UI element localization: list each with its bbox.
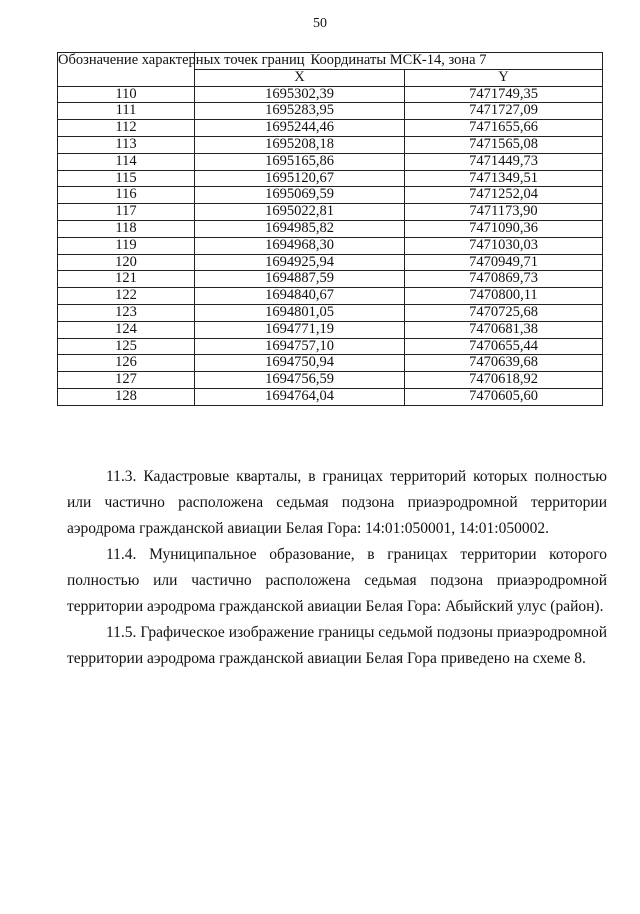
table-row xyxy=(58,271,603,288)
cell-x: 1694756,59 xyxy=(195,372,405,389)
cell-x: 1695120,67 xyxy=(195,170,405,187)
table-row xyxy=(58,187,603,204)
header-x: X xyxy=(195,69,405,86)
table-row xyxy=(58,204,603,221)
cell-y: 7470655,44 xyxy=(405,338,603,355)
cell-x: 1695022,81 xyxy=(195,204,405,221)
cell-point: 118 xyxy=(58,220,195,237)
cell-point: 128 xyxy=(58,388,195,405)
cell-point: 119 xyxy=(58,237,195,254)
cell-point: 122 xyxy=(58,288,195,305)
cell-y: 7471565,08 xyxy=(405,136,603,153)
cell-y: 7470949,71 xyxy=(405,254,603,271)
table-row xyxy=(58,388,603,405)
header-y: Y xyxy=(405,69,603,86)
cell-point: 115 xyxy=(58,170,195,187)
cell-x: 1694771,19 xyxy=(195,321,405,338)
cell-point: 125 xyxy=(58,338,195,355)
header-coordinates: Координаты МСК-14, зона 7 xyxy=(195,53,603,70)
cell-point: 124 xyxy=(58,321,195,338)
table-row xyxy=(58,153,603,170)
cell-point: 114 xyxy=(58,153,195,170)
cell-x: 1694750,94 xyxy=(195,355,405,372)
cell-x: 1694840,67 xyxy=(195,288,405,305)
table-row xyxy=(58,170,603,187)
table-row xyxy=(58,120,603,137)
paragraph-11-5: 11.5. Графическое изображение границы седьмой подзоны приаэродромной территории аэродрома гражданской авиации Белая Гора приведено на схеме 8. xyxy=(67,624,607,667)
page-number: 50 xyxy=(313,16,327,31)
table-row xyxy=(58,103,603,120)
cell-y: 7471252,04 xyxy=(405,187,603,204)
cell-x: 1694985,82 xyxy=(195,220,405,237)
cell-y: 7471449,73 xyxy=(405,153,603,170)
paragraph-11-3: 11.3. Кадастровые кварталы, в границах территорий которых полностью или частично расположена седьмая подзона приаэродромной территории аэродрома гражданской авиации Белая Гора: 14:01:050001, 14:01:050002. xyxy=(67,468,607,537)
paragraph-11-4: 11.4. Муниципальное образование, в границах территории которого полностью или частично расположена седьмая подзона приаэродромной территории аэродрома гражданской авиации Белая Гора: Абыйский улус (район). xyxy=(67,546,607,615)
coordinates-table-body xyxy=(58,86,603,405)
cell-x: 1695302,39 xyxy=(195,86,405,103)
cell-y: 7471655,66 xyxy=(405,120,603,137)
header-points: Обозначение характерных точек границ xyxy=(58,53,195,87)
cell-x: 1694757,10 xyxy=(195,338,405,355)
cell-x: 1695283,95 xyxy=(195,103,405,120)
cell-y: 7471030,03 xyxy=(405,237,603,254)
cell-point: 120 xyxy=(58,254,195,271)
cell-point: 111 xyxy=(58,103,195,120)
cell-y: 7470605,60 xyxy=(405,388,603,405)
cell-point: 112 xyxy=(58,120,195,137)
cell-point: 116 xyxy=(58,187,195,204)
cell-y: 7471727,09 xyxy=(405,103,603,120)
cell-y: 7470869,73 xyxy=(405,271,603,288)
cell-point: 121 xyxy=(58,271,195,288)
cell-x: 1695165,86 xyxy=(195,153,405,170)
cell-y: 7471349,51 xyxy=(405,170,603,187)
table-row xyxy=(58,338,603,355)
cell-x: 1694887,59 xyxy=(195,271,405,288)
cell-y: 7470725,68 xyxy=(405,304,603,321)
cell-point: 127 xyxy=(58,372,195,389)
cell-x: 1695069,59 xyxy=(195,187,405,204)
cell-point: 113 xyxy=(58,136,195,153)
cell-x: 1694925,94 xyxy=(195,254,405,271)
cell-point: 126 xyxy=(58,355,195,372)
cell-x: 1695208,18 xyxy=(195,136,405,153)
table-row xyxy=(58,136,603,153)
table-row xyxy=(58,304,603,321)
table-row xyxy=(58,321,603,338)
cell-point: 110 xyxy=(58,86,195,103)
table-row xyxy=(58,288,603,305)
table-row xyxy=(58,355,603,372)
cell-point: 123 xyxy=(58,304,195,321)
cell-x: 1694801,05 xyxy=(195,304,405,321)
cell-y: 7471173,90 xyxy=(405,204,603,221)
cell-y: 7471749,35 xyxy=(405,86,603,103)
table-row xyxy=(58,254,603,271)
cell-y: 7470681,38 xyxy=(405,321,603,338)
cell-y: 7471090,36 xyxy=(405,220,603,237)
coordinates-table xyxy=(57,52,603,406)
cell-point: 117 xyxy=(58,204,195,221)
cell-y: 7470800,11 xyxy=(405,288,603,305)
cell-x: 1695244,46 xyxy=(195,120,405,137)
table-row xyxy=(58,237,603,254)
table-row xyxy=(58,220,603,237)
table-row xyxy=(58,372,603,389)
cell-y: 7470639,68 xyxy=(405,355,603,372)
cell-x: 1694968,30 xyxy=(195,237,405,254)
cell-x: 1694764,04 xyxy=(195,388,405,405)
cell-y: 7470618,92 xyxy=(405,372,603,389)
table-row xyxy=(58,86,603,103)
